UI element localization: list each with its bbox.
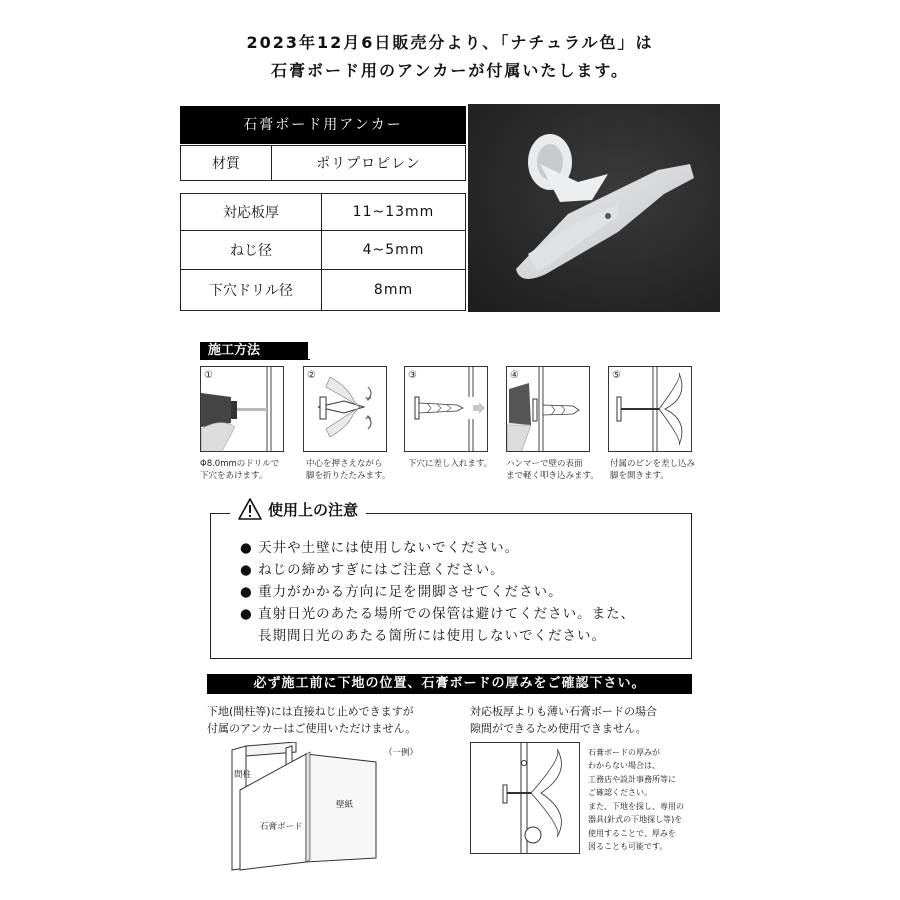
step-3-caption-1: 下穴に差し入れます。 <box>408 459 493 469</box>
spec-row-thickness <box>180 193 466 231</box>
caution-item <box>240 602 635 622</box>
right-note-line-1: 対応板厚よりも薄い石膏ボードの場合 <box>470 705 657 718</box>
headline-line-2: 石膏ボード用のアンカーが付属いたします。 <box>270 61 630 80</box>
spec-label: 材質 <box>181 146 272 180</box>
spec-row-screw <box>180 230 466 270</box>
thin-board-diagram <box>470 742 580 854</box>
step-4-number: ④ <box>510 370 519 381</box>
spec-value: 4~5mm <box>362 242 425 258</box>
side-note-3: 工務店や設計事務所等に <box>588 775 676 784</box>
caution-item-text: 天井や土壁には使用しないでください。 <box>258 540 520 556</box>
bullet-icon: ● <box>240 562 259 578</box>
side-note-1: 石膏ボードの厚みが <box>588 748 660 757</box>
anchor-photo <box>468 104 720 312</box>
left-note-line-2: 付属のアンカーはご使用いただけません。 <box>207 722 417 735</box>
confirm-banner: 必ず施工前に下地の位置、石膏ボードの厚みをご確認下さい。 <box>207 674 692 694</box>
spec-value: 11~13mm <box>352 204 435 220</box>
side-note-5: また、下地を探し、専用の <box>588 802 684 811</box>
step-4-caption-2: まで軽く叩き込みます。 <box>506 471 599 481</box>
step-1-number: ① <box>204 370 213 381</box>
caution-item-text: 直射日光のあたる場所での保管は避けてください。また、 <box>258 606 636 622</box>
step-1-caption-1: Φ8.0mmのドリルで <box>200 459 280 469</box>
right-note-line-2: 隙間ができるため使用できません。 <box>470 722 647 735</box>
side-note-4: ご確認ください。 <box>588 788 652 797</box>
method-title: 施工方法 <box>200 342 308 360</box>
step-5-caption-2: 脚を開きます。 <box>610 471 669 481</box>
caution-header <box>230 498 366 520</box>
method-underline <box>200 359 310 360</box>
step-4-caption-1: ハンマーで壁の表面 <box>506 459 583 469</box>
bullet-icon: ● <box>240 584 259 600</box>
spec-label: 下穴ドリル径 <box>181 270 322 310</box>
caution-item <box>240 580 563 600</box>
caution-item-text: 重力がかかる方向に足を開脚させてください。 <box>258 584 563 600</box>
spec-value: 8mm <box>373 282 414 298</box>
spec-title: 石膏ボード用アンカー <box>180 106 466 144</box>
example-label: （一例） <box>384 748 419 758</box>
stud-diagram <box>226 742 419 872</box>
step-5-number: ⑤ <box>612 370 621 381</box>
spec-label: ねじ径 <box>181 231 322 269</box>
side-note-2: わからない場合は、 <box>588 761 660 770</box>
side-note-8: 図ることも可能です。 <box>588 842 668 851</box>
step-2-caption-2: 脚を折りたたみます。 <box>306 471 391 481</box>
side-note-6: 器具(針式の下地探し等)を <box>588 815 683 824</box>
warning-icon <box>238 498 262 520</box>
spec-value: ポリプロピレン <box>316 156 421 172</box>
left-note-line-1: 下地(間柱等)には直接ねじ止めできますが <box>207 705 414 718</box>
step-2-number: ② <box>307 370 316 381</box>
side-note-7: 使用することで、厚みを <box>588 829 676 838</box>
bullet-icon: ● <box>240 540 259 556</box>
caution-item <box>240 536 519 556</box>
caution-item-text: ねじの締めすぎにはご注意ください。 <box>258 562 505 578</box>
bullet-icon: ● <box>240 606 259 622</box>
step-5-caption-1: 付属のピンを差し込み <box>610 459 696 469</box>
stud-label: 間柱 <box>234 770 252 780</box>
board-label: 石膏ボード <box>260 822 303 832</box>
caution-title: 使用上の注意 <box>268 500 359 519</box>
headline-line-1: 2023年12月6日販売分より、「ナチュラル色」は <box>246 33 654 52</box>
step-1-caption-2: 下穴をあけます。 <box>200 471 268 481</box>
caution-continuation: 長期間日光のあたる箇所には使用しないでください。 <box>258 628 606 644</box>
anchor-photo-illustration <box>468 104 720 312</box>
spec-row-drill <box>180 269 466 311</box>
wallpaper-label: 壁紙 <box>336 800 354 810</box>
step-3-number: ③ <box>408 370 417 381</box>
caution-item <box>240 558 505 578</box>
spec-row-material <box>180 145 466 181</box>
spec-label: 対応板厚 <box>181 194 322 230</box>
step-2-caption-1: 中心を押さえながら <box>306 459 383 469</box>
